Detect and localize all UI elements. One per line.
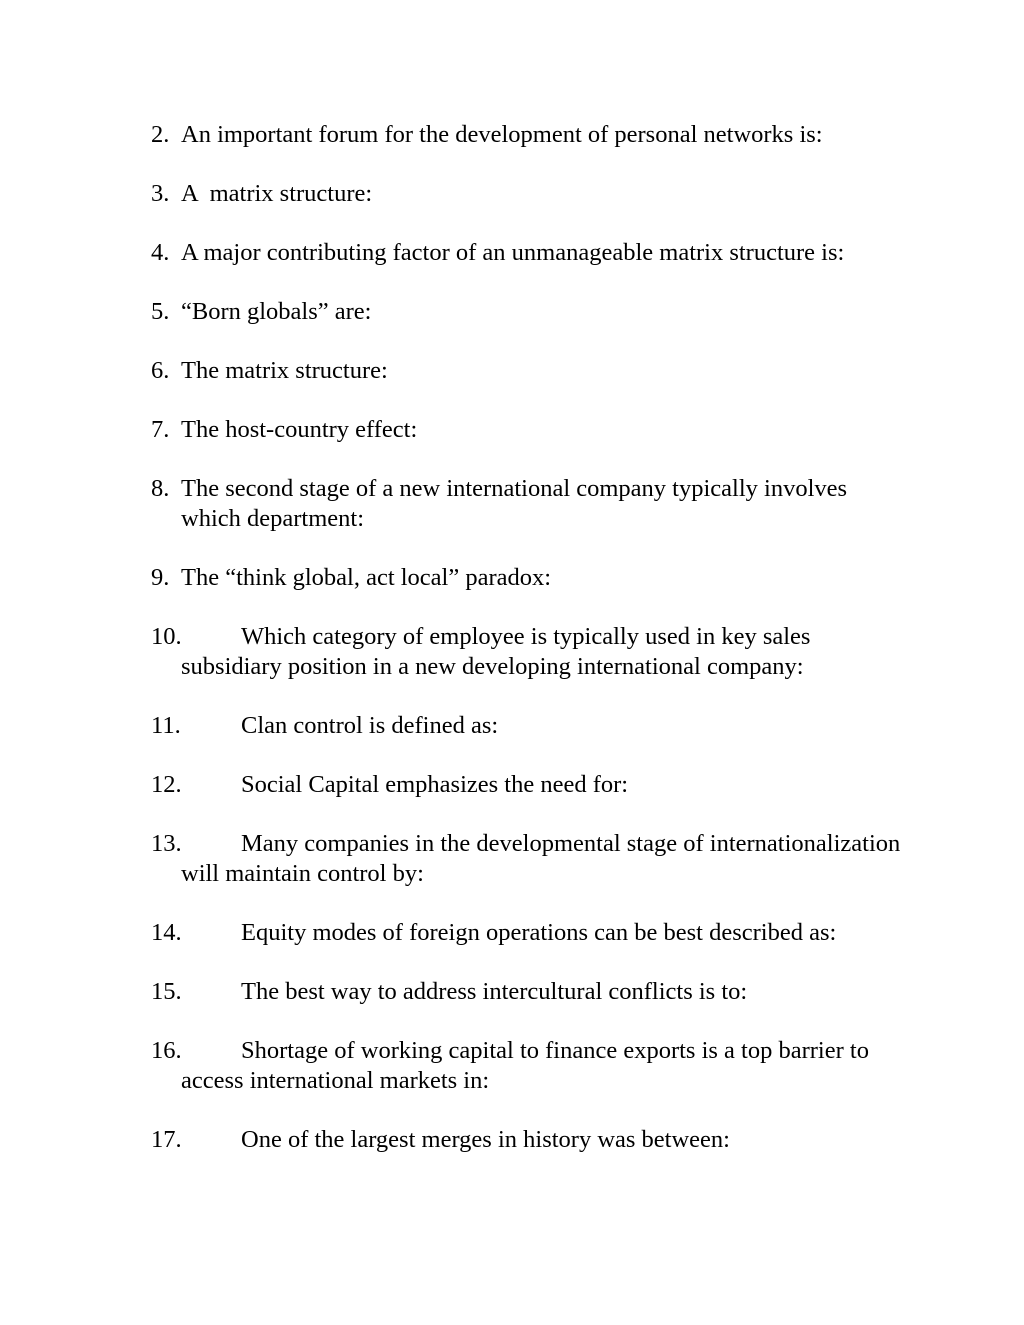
question-item [151,829,911,889]
question-number: 9. [151,564,170,591]
question-item [151,563,911,593]
question-item [151,415,911,445]
question-number: 6. [151,357,170,384]
question-text: “Born globals” are: [181,298,372,325]
question-text: The “think global, act local” paradox: [181,564,552,591]
question-number: 11. [151,712,181,739]
question-text: The host-country effect: [181,416,418,443]
question-item [151,711,911,741]
question-text: The second stage of a new international company typically involves which department: [181,475,848,532]
question-number: 4. [151,239,170,266]
question-text: Clan control is defined as: [241,712,499,739]
question-number: 14. [151,919,182,946]
question-number: 17. [151,1126,182,1153]
question-number: 5. [151,298,170,325]
question-text: A matrix structure: [181,180,373,207]
question-number: 12. [151,771,182,798]
question-text: Shortage of working capital to finance exports is a top barrier to access international markets in: [181,1037,869,1094]
question-item [151,120,911,150]
question-number: 7. [151,416,170,443]
question-number: 8. [151,475,170,502]
question-text: Social Capital emphasizes the need for: [241,771,629,798]
question-item [151,179,911,209]
question-number: 2. [151,121,170,148]
question-item [151,1036,911,1096]
question-text: Equity modes of foreign operations can be best described as: [241,919,837,946]
question-item [151,918,911,948]
question-text: A major contributing factor of an unmanageable matrix structure is: [181,239,845,266]
question-number: 15. [151,978,182,1005]
question-item [151,770,911,800]
question-number: 16. [151,1037,182,1064]
question-item [151,356,911,386]
question-text: One of the largest merges in history was between: [241,1126,730,1153]
question-item [151,977,911,1007]
question-number: 3. [151,180,170,207]
question-item [151,474,911,534]
question-list [151,120,911,1184]
question-text: Which category of employee is typically used in key sales subsidiary position in a new developing international company: [181,623,811,680]
question-number: 13. [151,830,182,857]
question-text: The matrix structure: [181,357,388,384]
question-text: An important forum for the development of personal networks is: [181,121,823,148]
question-item [151,238,911,268]
question-item [151,622,911,682]
question-text: The best way to address intercultural conflicts is to: [241,978,748,1005]
question-text: Many companies in the developmental stage of internationalization will maintain control by: [181,830,901,887]
question-item [151,297,911,327]
question-item [151,1125,911,1155]
question-number: 10. [151,623,182,650]
